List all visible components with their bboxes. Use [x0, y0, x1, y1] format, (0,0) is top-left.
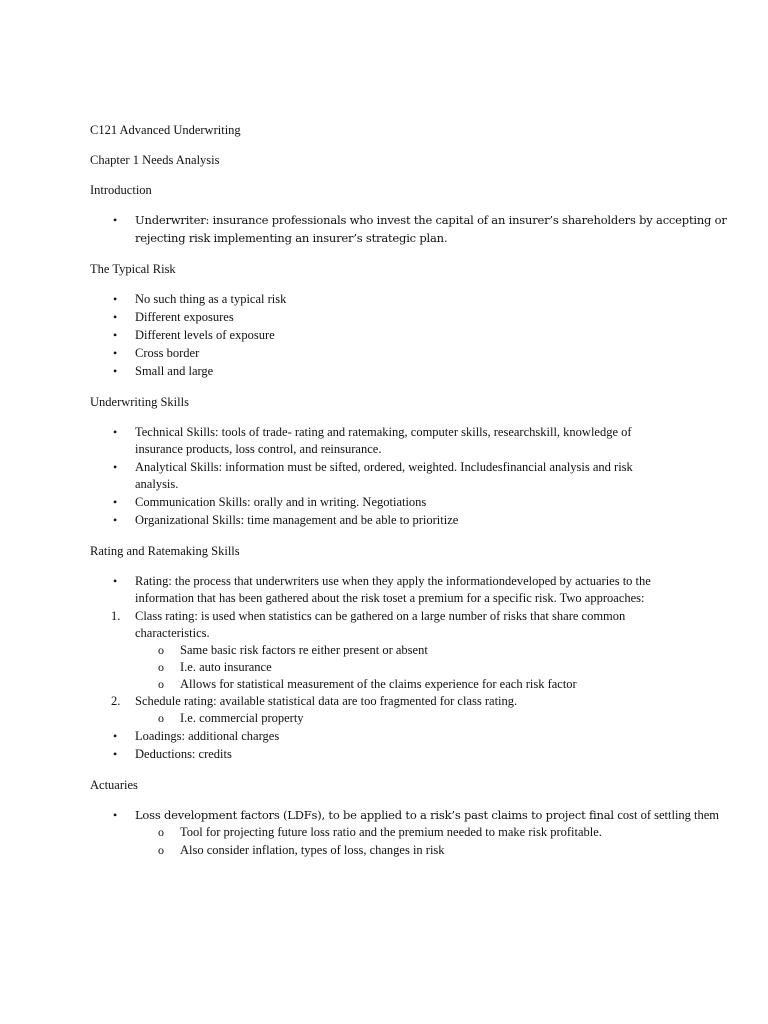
section-heading-underwriting-skills: Underwriting Skills [90, 395, 189, 409]
list-item-text: Schedule rating: available statistical data are too fragmented for class rating. [135, 694, 518, 708]
list-item-text: Technical Skills: tools of trade- rating and ratemaking, computer skills, researchskill, knowledge of [135, 425, 632, 439]
list-item-text: characteristics. [135, 626, 210, 640]
number-marker: 1. [111, 609, 121, 623]
sub-item-text: Same basic risk factors re either present or absent [180, 643, 428, 657]
list-item-text-part: Loss development factors (LDFs), to be applied to a risk’s past claims to project final [135, 808, 614, 822]
sub-bullet-marker: o [158, 677, 164, 691]
list-item-text [135, 807, 719, 824]
sub-item-text: Also consider inflation, types of loss, changes in risk [180, 843, 445, 857]
sub-item-text: I.e. commercial property [180, 711, 304, 725]
list-item-text: Underwriter: insurance professionals who invest the capital of an insurer’s shareholders by accepting or [135, 213, 727, 227]
list-item-text: insurance products, loss control, and reinsurance. [135, 442, 382, 456]
list-item-text: rejecting risk implementing an insurer’s strategic plan. [135, 231, 448, 245]
sub-bullet-marker: o [158, 660, 164, 674]
sub-bullet-marker: o [158, 643, 164, 657]
chapter-title: Chapter 1 Needs Analysis [90, 153, 220, 167]
bullet-marker: • [113, 310, 118, 324]
list-item-text: Small and large [135, 364, 214, 378]
list-item-text: Cross border [135, 346, 200, 360]
section-heading-actuaries: Actuaries [90, 778, 138, 792]
list-item-text: information that has been gathered about the risk toset a premium for a specific risk. Two approaches: [135, 591, 645, 605]
sub-bullet-marker: o [158, 843, 164, 857]
list-item-text: Different levels of exposure [135, 328, 275, 342]
list-item-text: Class rating: is used when statistics can be gathered on a large number of risks that share common [135, 609, 626, 623]
list-item-text: Different exposures [135, 310, 234, 324]
number-marker: 2. [111, 694, 121, 708]
list-item-text: Organizational Skills: time management and be able to prioritize [135, 513, 459, 527]
list-item-text: Rating: the process that underwriters use when they apply the informationdeveloped by actuaries to the [135, 574, 651, 588]
sub-bullet-marker: o [158, 825, 164, 839]
list-item-text: No such thing as a typical risk [135, 292, 287, 306]
bullet-marker: • [113, 729, 118, 743]
bullet-marker: • [113, 513, 118, 527]
section-heading-introduction: Introduction [90, 183, 152, 197]
bullet-marker: • [113, 495, 118, 509]
sub-bullet-marker: o [158, 711, 164, 725]
bullet-marker: • [113, 425, 118, 439]
bullet-marker: • [113, 328, 118, 342]
list-item-text: Deductions: credits [135, 747, 232, 761]
bullet-marker: • [113, 292, 118, 306]
bullet-marker: • [113, 574, 118, 588]
bullet-marker: • [113, 747, 118, 761]
section-heading-typical-risk: The Typical Risk [90, 262, 176, 276]
list-item-text: Loadings: additional charges [135, 729, 280, 743]
sub-item-text: Tool for projecting future loss ratio and the premium needed to make risk profitable. [180, 825, 602, 839]
bullet-marker: • [113, 364, 118, 378]
sub-item-text: I.e. auto insurance [180, 660, 272, 674]
course-title: C121 Advanced Underwriting [90, 123, 241, 137]
list-item-text-part: cost of settling them [617, 808, 720, 822]
section-heading-rating: Rating and Ratemaking Skills [90, 544, 240, 558]
bullet-marker: • [113, 213, 118, 227]
sub-item-text: Allows for statistical measurement of the claims experience for each risk factor [180, 677, 577, 691]
bullet-marker: • [113, 808, 118, 822]
bullet-marker: • [113, 346, 118, 360]
list-item-text: analysis. [135, 477, 179, 491]
list-item-text: Analytical Skills: information must be sifted, ordered, weighted. Includesfinancial analysis and risk [135, 460, 633, 474]
list-item-text: Communication Skills: orally and in writing. Negotiations [135, 495, 427, 509]
bullet-marker: • [113, 460, 118, 474]
